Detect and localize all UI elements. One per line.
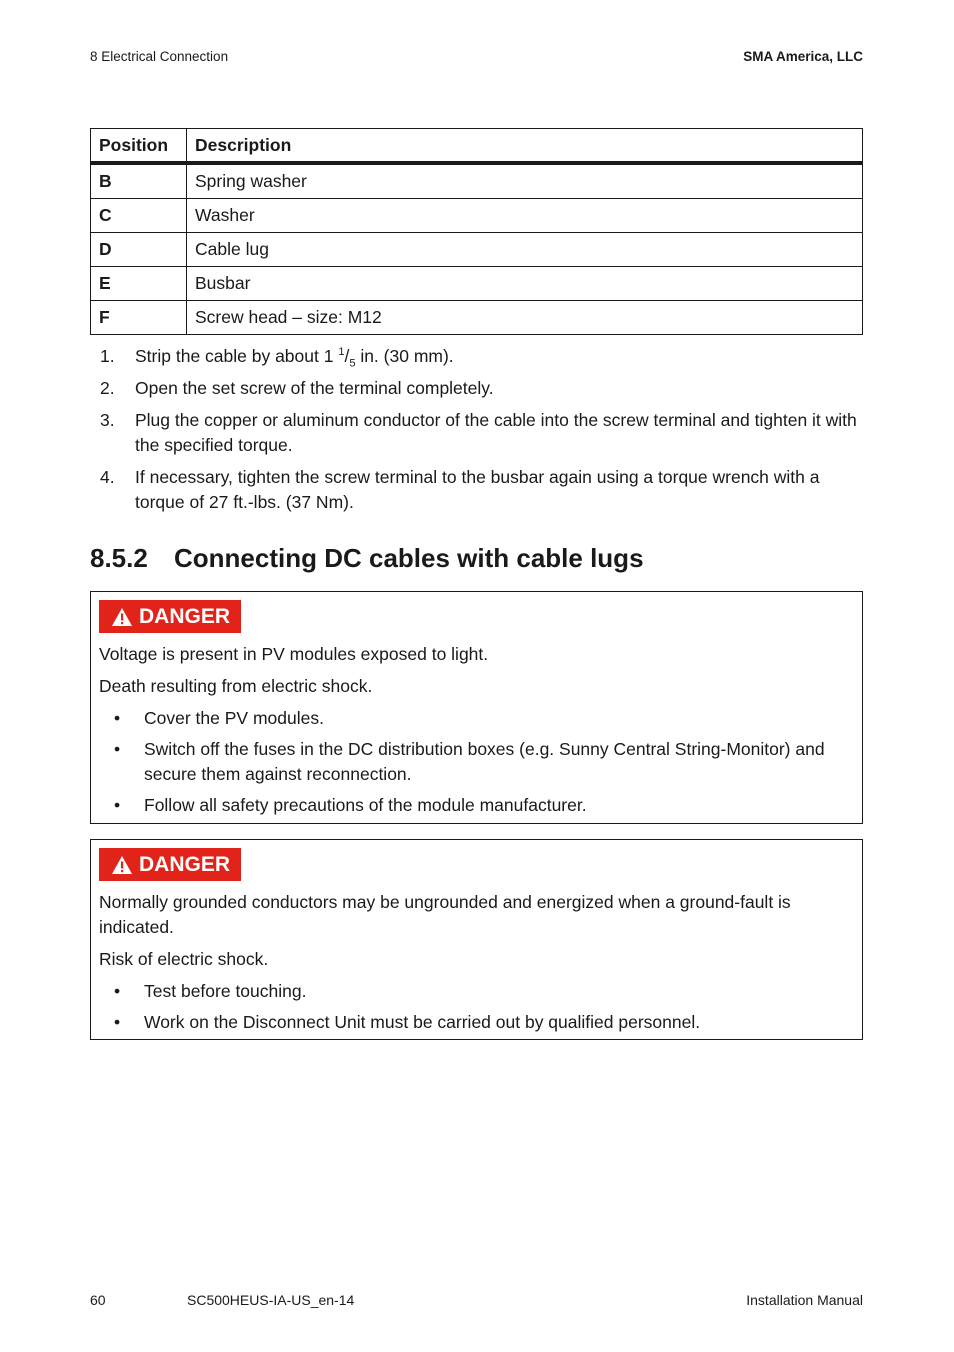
position-cell: D xyxy=(91,233,187,267)
list-item: • Cover the PV modules. xyxy=(99,706,849,731)
position-cell: B xyxy=(91,163,187,199)
header-company: SMA America, LLC xyxy=(743,49,863,64)
description-cell: Screw head – size: M12 xyxy=(187,301,863,335)
position-table xyxy=(90,128,863,335)
column-header-position: Position xyxy=(91,129,187,164)
bullet: • xyxy=(114,1012,121,1032)
danger-badge xyxy=(99,848,241,881)
description-cell: Cable lug xyxy=(187,233,863,267)
description-cell: Busbar xyxy=(187,267,863,301)
step-item xyxy=(90,344,865,369)
step-text: Open the set screw of the terminal completely. xyxy=(135,378,494,398)
table-row xyxy=(91,267,863,301)
danger-notice xyxy=(90,591,863,824)
precaution-list xyxy=(99,979,849,1035)
hazard-text: Normally grounded conductors may be ungrounded and energized when a ground-fault is indicated. xyxy=(99,892,791,937)
position-cell: E xyxy=(91,267,187,301)
step-number: 4. xyxy=(100,467,115,487)
danger-notice xyxy=(90,839,863,1040)
header-chapter: 8 Electrical Connection xyxy=(90,49,229,64)
bullet: • xyxy=(114,708,121,728)
table-row xyxy=(91,163,863,199)
section-title: Connecting DC cables with cable lugs xyxy=(174,543,644,573)
bullet: • xyxy=(114,739,121,759)
consequence-text: Death resulting from electric shock. xyxy=(99,676,373,696)
manual-title: Installation Manual xyxy=(746,1292,863,1308)
precaution-list xyxy=(99,706,849,818)
bullet: • xyxy=(114,981,121,1001)
step-text: If necessary, tighten the screw terminal to the busbar again using a torque wrench with a torque of 27 ft.-lbs. (37 Nm). xyxy=(135,467,820,512)
table-row xyxy=(91,199,863,233)
danger-body xyxy=(99,642,849,824)
description-cell: Washer xyxy=(187,199,863,233)
danger-label: DANGER xyxy=(139,852,231,876)
description-cell: Spring washer xyxy=(187,163,863,199)
step-number: 1. xyxy=(100,346,115,366)
warning-triangle-icon xyxy=(111,855,133,875)
step-number: 2. xyxy=(100,378,115,398)
position-cell: C xyxy=(91,199,187,233)
list-item: • Switch off the fuses in the DC distribution boxes (e.g. Sunny Central String-Monitor) and secure them against reconnection. xyxy=(114,739,825,784)
list-item: • Follow all safety precautions of the module manufacturer. xyxy=(99,793,849,818)
list-item: • Work on the Disconnect Unit must be carried out by qualified personnel. xyxy=(99,1010,849,1035)
instruction-steps xyxy=(90,344,865,522)
warning-triangle-icon xyxy=(111,607,133,627)
step-item xyxy=(90,376,865,401)
bullet: • xyxy=(114,795,121,815)
list-item: • Test before touching. xyxy=(99,979,849,1004)
hazard-text: Voltage is present in PV modules exposed to light. xyxy=(99,644,489,664)
document-id: SC500HEUS-IA-US_en-14 xyxy=(187,1292,355,1308)
step-item xyxy=(90,465,865,515)
consequence-text: Risk of electric shock. xyxy=(99,949,269,969)
step-number: 3. xyxy=(100,410,115,430)
table-row xyxy=(91,301,863,335)
table-header-row xyxy=(91,129,863,164)
danger-badge xyxy=(99,600,241,633)
step-text: Plug the copper or aluminum conductor of the cable into the screw terminal and tighten it with the specified torque. xyxy=(135,410,857,455)
section-heading xyxy=(90,543,644,574)
step-item xyxy=(90,408,865,458)
section-number: 8.5.2 xyxy=(90,543,148,573)
danger-label: DANGER xyxy=(139,604,231,628)
table-row xyxy=(91,233,863,267)
column-header-description: Description xyxy=(187,129,863,164)
page-number: 60 xyxy=(90,1292,106,1308)
danger-body xyxy=(99,890,849,1041)
position-cell: F xyxy=(91,301,187,335)
step-text: Strip the cable by about 1 $^1/_5$ in. (30 mm). xyxy=(135,346,454,370)
